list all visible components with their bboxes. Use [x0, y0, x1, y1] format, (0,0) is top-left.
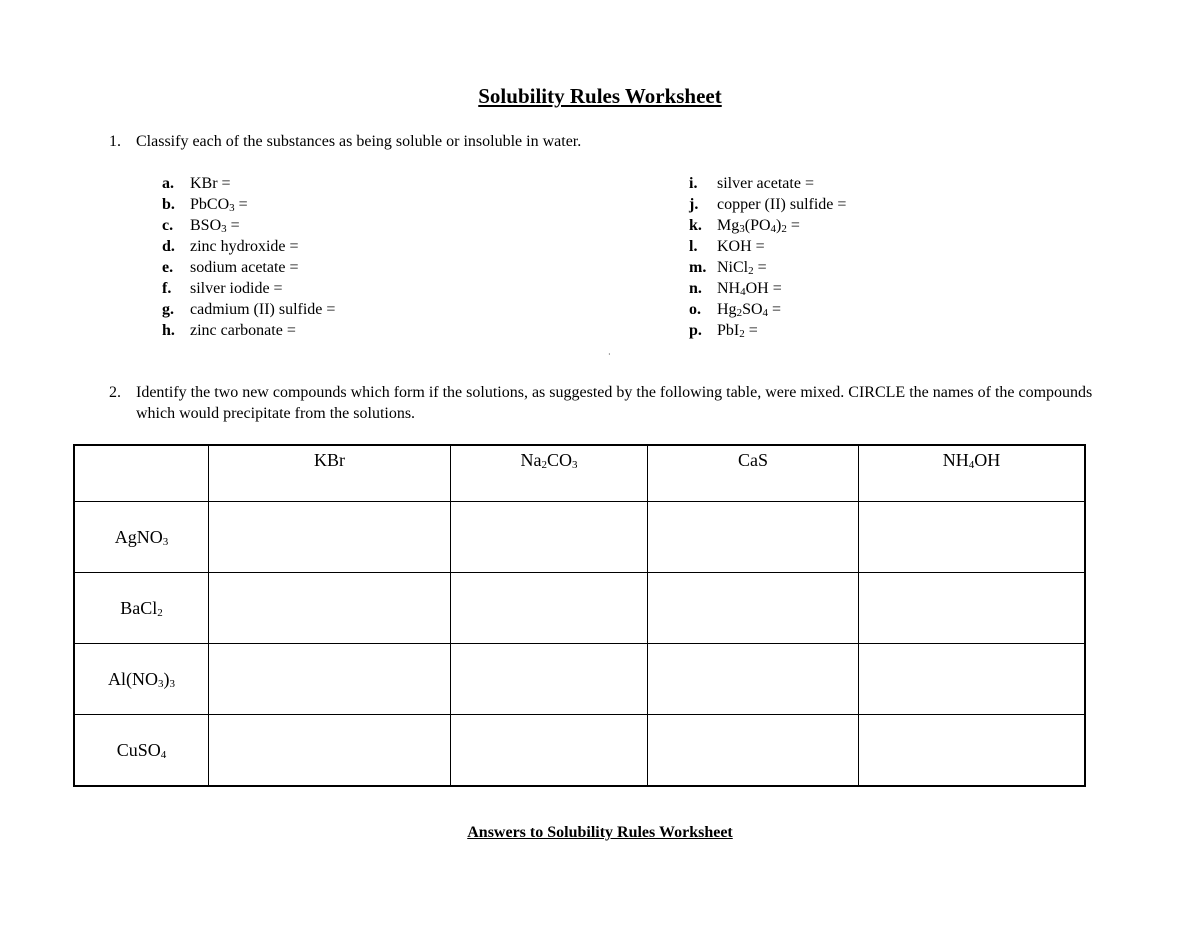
- item-letter: b.: [162, 196, 175, 213]
- question-1-text: Classify each of the substances as being soluble or insoluble in water.: [136, 133, 582, 150]
- row-header: $Al(NO_3)_3$: [74, 644, 209, 715]
- answer-cell[interactable]: [209, 644, 451, 715]
- item-text: $BSO_3$ =: [190, 217, 240, 235]
- answer-cell[interactable]: [648, 715, 859, 787]
- item-letter: k.: [689, 217, 702, 234]
- table-row: [74, 502, 1085, 573]
- item-text: silver acetate =: [717, 175, 814, 192]
- item-text: $Hg_2SO_4$ =: [717, 301, 782, 319]
- answer-cell[interactable]: [859, 502, 1086, 573]
- item-letter: i.: [689, 175, 698, 192]
- answer-cell[interactable]: [859, 573, 1086, 644]
- item-text: zinc hydroxide =: [190, 238, 299, 255]
- item-text: copper (II) sulfide =: [717, 196, 847, 213]
- item-text: PbI$_2$ =: [717, 322, 758, 340]
- item-letter: p.: [689, 322, 702, 339]
- column-header: $NH_4OH$: [859, 445, 1086, 502]
- item-text: zinc carbonate =: [190, 322, 296, 339]
- item-letter: a.: [162, 175, 174, 192]
- item-letter: n.: [689, 280, 702, 297]
- item-letter: e.: [162, 259, 174, 276]
- column-header: CaS: [648, 445, 859, 502]
- item-text: silver iodide =: [190, 280, 283, 297]
- answers-heading: Answers to Solubility Rules Worksheet: [467, 824, 733, 841]
- item-text: NiCl$_2$ =: [717, 259, 767, 277]
- table-row: [74, 644, 1085, 715]
- item-letter: c.: [162, 217, 174, 234]
- column-header: KBr: [209, 445, 451, 502]
- table-row: [74, 573, 1085, 644]
- item-letter: h.: [162, 322, 175, 339]
- item-letter: g.: [162, 301, 174, 318]
- item-letter: m.: [689, 259, 707, 276]
- answer-cell[interactable]: [859, 715, 1086, 787]
- answer-cell[interactable]: [209, 502, 451, 573]
- table-row: [74, 715, 1085, 787]
- question-2: [109, 382, 1119, 424]
- answer-cell[interactable]: [648, 573, 859, 644]
- item-letter: j.: [689, 196, 699, 213]
- item-letter: f.: [162, 280, 172, 297]
- question-2-text: Identify the two new compounds which form if the solutions, as suggested by the following table, were mixed. CIRCLE the names of the compounds which would precipitate from the solutions.: [136, 384, 1093, 422]
- item-text: $Mg_3(PO_4)_2$ =: [717, 217, 800, 235]
- answer-cell[interactable]: [451, 573, 648, 644]
- item-text: cadmium (II) sulfide =: [190, 301, 336, 318]
- answer-cell[interactable]: [209, 573, 451, 644]
- item-letter: d.: [162, 238, 175, 255]
- row-header: AgNO$_3$: [74, 502, 209, 573]
- row-header: CuSO$_4$: [74, 715, 209, 787]
- item-text: PbCO$_3$ =: [190, 196, 248, 214]
- item-text: KOH =: [717, 238, 765, 255]
- worksheet-title: Solubility Rules Worksheet: [478, 84, 722, 108]
- item-text: $NH_4OH$ =: [717, 280, 782, 298]
- item-text: KBr =: [190, 175, 231, 192]
- item-letter: l.: [689, 238, 698, 255]
- question-2-number: 2.: [109, 384, 121, 401]
- item-text: sodium acetate =: [190, 259, 299, 276]
- mixing-table: [73, 444, 1086, 787]
- column-header: $Na_2CO_3$: [451, 445, 648, 502]
- answer-cell[interactable]: [648, 502, 859, 573]
- answer-cell[interactable]: [209, 715, 451, 787]
- answer-cell[interactable]: [451, 644, 648, 715]
- answer-cell[interactable]: [648, 644, 859, 715]
- answer-cell[interactable]: [451, 715, 648, 787]
- table-header-row: [74, 445, 1085, 502]
- row-header: BaCl$_2$: [74, 573, 209, 644]
- stray-dot: ·: [608, 350, 611, 359]
- table-corner-cell: [74, 445, 209, 502]
- item-letter: o.: [689, 301, 701, 318]
- question-1-number: 1.: [109, 133, 121, 150]
- answer-cell[interactable]: [451, 502, 648, 573]
- question-1: [109, 131, 709, 152]
- answer-cell[interactable]: [859, 644, 1086, 715]
